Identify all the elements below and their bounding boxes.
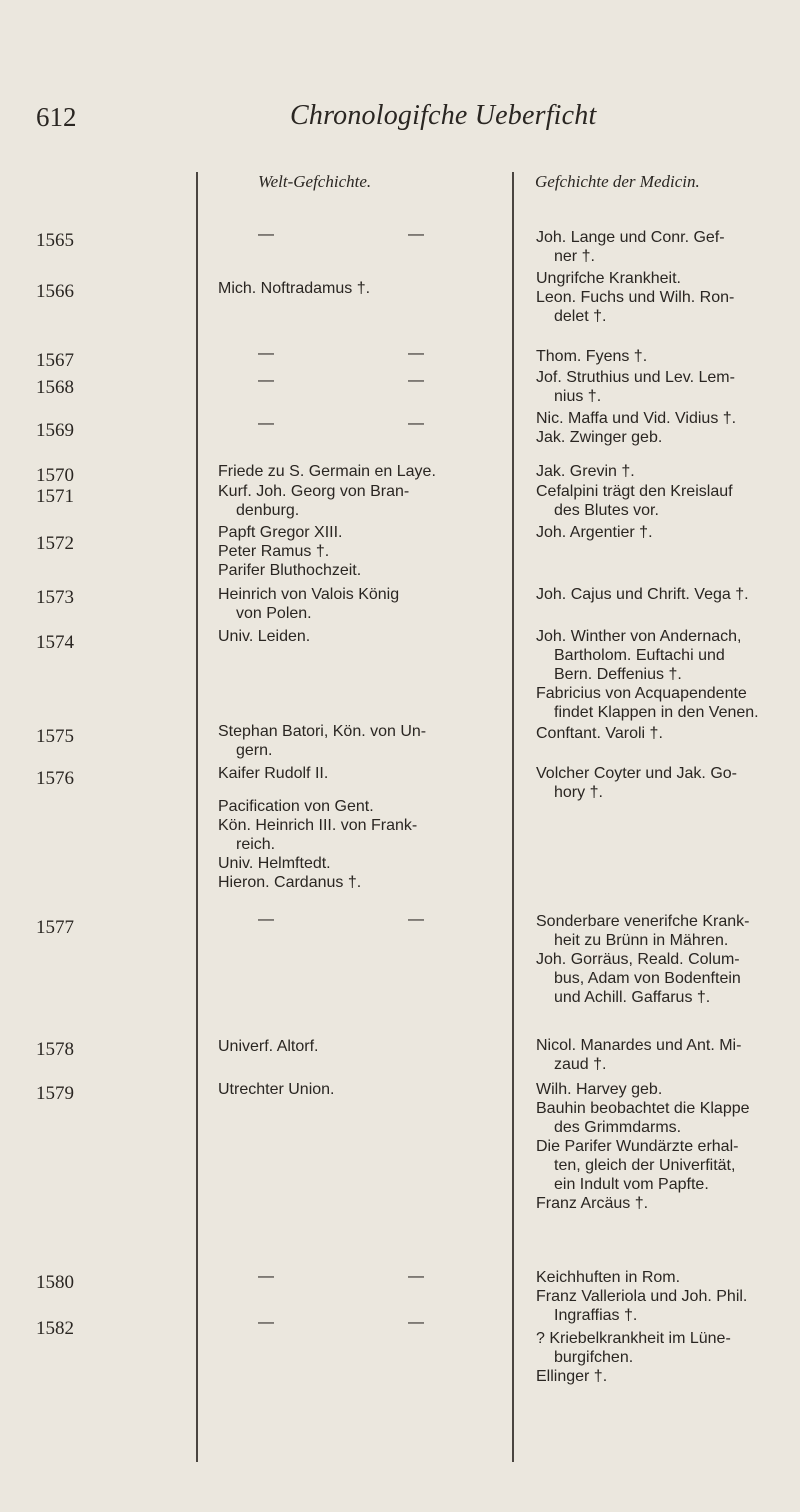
- year-label: 1574: [36, 632, 74, 653]
- dash-mark: —: [408, 1314, 424, 1331]
- year-label: 1568: [36, 377, 74, 398]
- medicine-entry-1568: Jof. Struthius und Lev. Lem- nius †.: [536, 369, 735, 405]
- medicine-entry-1580: Keichhuften in Rom. Franz Valleriola und Joh. Phil. Ingraffias †.: [536, 1269, 748, 1324]
- year-label: 1576: [36, 768, 74, 789]
- medicine-entry-1572: Joh. Argentier †.: [536, 524, 653, 541]
- year-label: 1573: [36, 587, 74, 608]
- medicine-entry-1577: Sonderbare venerifche Krank- heit zu Brünn in Mähren. Joh. Gorräus, Reald. Colum- bus, Adam von Bodenftein und Achill. Gaffarus †.: [536, 913, 750, 1006]
- dash-mark: —: [408, 1268, 424, 1285]
- medicine-entry-1579: Wilh. Harvey geb. Bauhin beobachtet die Klappe des Grimmdarms. Die Parifer Wundärzte erhal- ten, gleich der Univerfität, ein Indult vom Papfte. Franz Arcäus †.: [536, 1081, 750, 1212]
- column-divider-right: [512, 172, 514, 1462]
- year-label: 1577: [36, 917, 74, 938]
- year-label: 1580: [36, 1272, 74, 1293]
- medicine-history-heading: Gefchichte der Medicin.: [535, 172, 700, 191]
- column-divider-left: [196, 172, 198, 1462]
- year-label: 1571: [36, 486, 74, 507]
- year-label: 1575: [36, 726, 74, 747]
- dash-mark: —: [258, 911, 274, 928]
- year-label: 1578: [36, 1039, 74, 1060]
- medicine-entry-1582: ? Kriebelkrankheit im Lüne- burgifchen. Ellinger †.: [536, 1330, 731, 1385]
- medicine-entry-1570: Jak. Grevin †.: [536, 463, 635, 480]
- world-entry-1574: Univ. Leiden.: [218, 628, 311, 645]
- year-label: 1566: [36, 281, 74, 302]
- world-entry-1572: Papft Gregor XIII. Peter Ramus †. Parifer Bluthochzeit.: [218, 524, 362, 579]
- dash-mark: —: [258, 372, 274, 389]
- dash-mark: —: [408, 911, 424, 928]
- dash-mark: —: [258, 1314, 274, 1331]
- medicine-entry-1565: Joh. Lange und Conr. Gef- ner †.: [536, 229, 725, 265]
- medicine-entry-1571: Cefalpini trägt den Kreislauf des Blutes vor.: [536, 483, 733, 519]
- world-entry-1576: Kaifer Rudolf II. Pacification von Gent. Kön. Heinrich III. von Frank- reich. Univ. Helmftedt. Hieron. Cardanus †.: [218, 765, 418, 891]
- running-title: Chronologifche Ueberficht: [290, 100, 597, 131]
- medicine-entry-1576: Volcher Coyter und Jak. Go- hory †.: [536, 765, 737, 801]
- year-label: 1570: [36, 465, 74, 486]
- medicine-entry-1573: Joh. Cajus und Chrift. Vega †.: [536, 586, 749, 603]
- dash-mark: —: [258, 415, 274, 432]
- dash-mark: —: [408, 372, 424, 389]
- page-number: 612: [36, 102, 77, 132]
- year-label: 1565: [36, 230, 74, 251]
- world-entry-1575: Stephan Batori, Kön. von Un- gern.: [218, 723, 427, 759]
- medicine-entry-1569: Nic. Maffa und Vid. Vidius †. Jak. Zwinger geb.: [536, 410, 737, 446]
- medicine-entry-1575: Conftant. Varoli †.: [536, 725, 663, 742]
- year-label: 1567: [36, 350, 74, 371]
- year-label: 1579: [36, 1083, 74, 1104]
- world-entry-1578: Univerf. Altorf.: [218, 1038, 319, 1055]
- dash-mark: —: [258, 1268, 274, 1285]
- world-entry-1566: Mich. Noftradamus †.: [218, 280, 371, 297]
- medicine-entry-1567: Thom. Fyens †.: [536, 348, 648, 365]
- year-label: 1572: [36, 533, 74, 554]
- dash-mark: —: [408, 345, 424, 362]
- world-entry-1579: Utrechter Union.: [218, 1081, 335, 1098]
- year-label: 1569: [36, 420, 74, 441]
- dash-mark: —: [408, 415, 424, 432]
- medicine-entry-1566: Ungrifche Krankheit. Leon. Fuchs und Wilh. Ron- delet †.: [536, 270, 735, 325]
- year-label: 1582: [36, 1318, 74, 1339]
- dash-mark: —: [258, 226, 274, 243]
- world-entry-1570: Friede zu S. Germain en Laye.: [218, 463, 436, 480]
- dash-mark: —: [408, 226, 424, 243]
- world-history-heading: Welt-Gefchichte.: [258, 172, 372, 191]
- world-entry-1573: Heinrich von Valois König von Polen.: [218, 586, 400, 622]
- dash-mark: —: [258, 345, 274, 362]
- medicine-entry-1578: Nicol. Manardes und Ant. Mi- zaud †.: [536, 1037, 742, 1073]
- medicine-entry-1574: Joh. Winther von Andernach, Bartholom. Euftachi und Bern. Deffenius †. Fabricius von Acquapendente findet Klappen in den Venen.: [536, 628, 759, 721]
- world-entry-1571: Kurf. Joh. Georg von Bran- denburg.: [218, 483, 410, 519]
